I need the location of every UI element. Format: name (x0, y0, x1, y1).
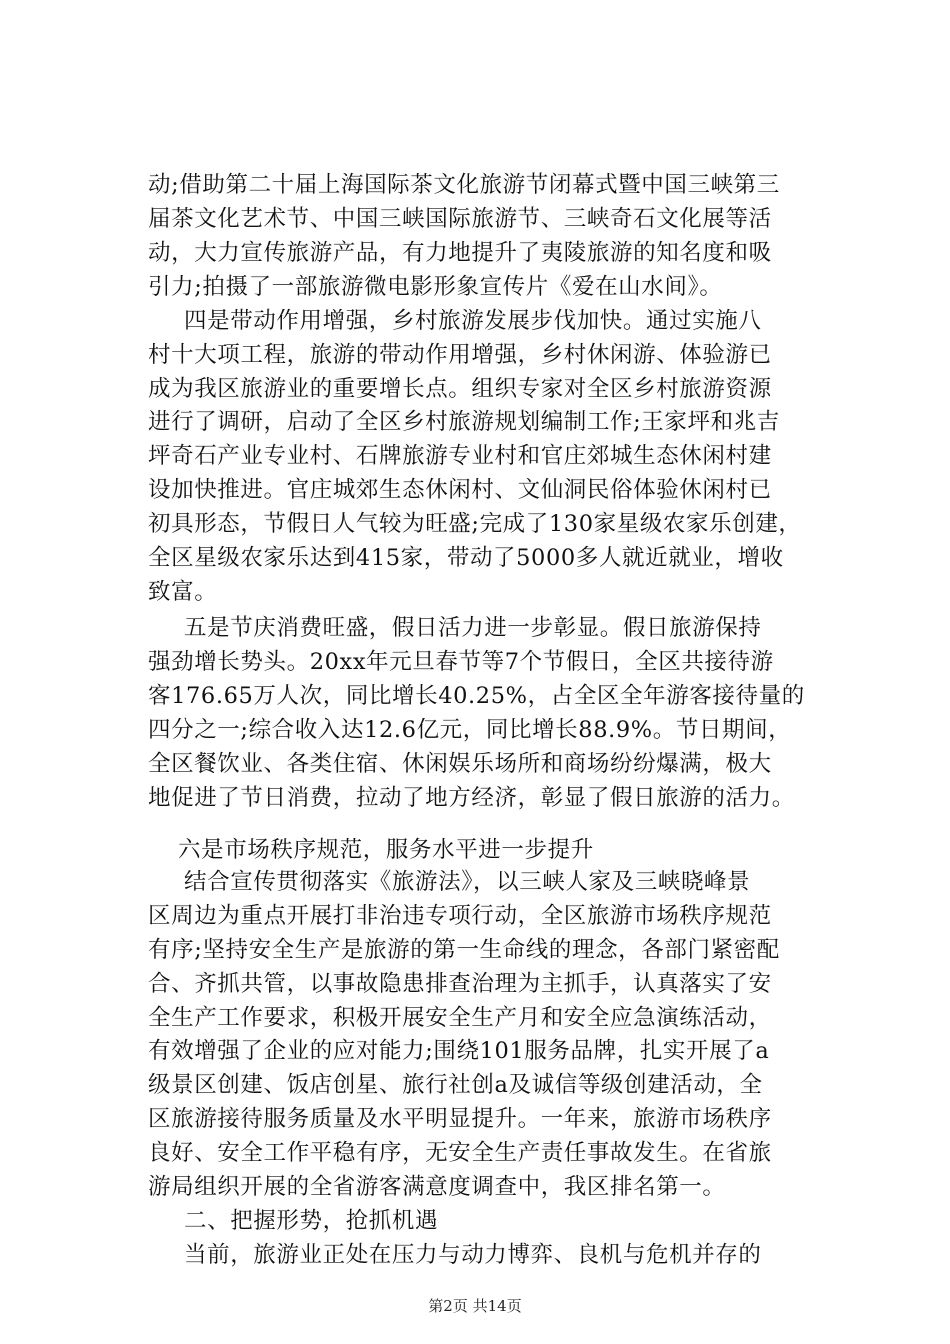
text-line: 六是市场秩序规范，服务水平进一步提升 (178, 837, 594, 863)
text-line: 坪奇石产业专业村、石牌旅游专业村和官庄郊城生态休闲村建 (148, 443, 772, 469)
text-line: 区周边为重点开展打非治违专项行动，全区旅游市场秩序规范 (148, 903, 772, 929)
text-line: 初具形态，节假日人气较为旺盛;完成了130家星级农家乐创建， (148, 511, 802, 537)
text-line: 强劲增长势头。20xx年元旦春节等7个节假日，全区共接待游 (148, 649, 774, 675)
text-line: 成为我区旅游业的重要增长点。组织专家对全区乡村旅游资源 (148, 376, 772, 402)
text-line: 区旅游接待服务质量及水平明显提升。一年来，旅游市场秩序 (148, 1106, 772, 1132)
text-line: 设加快推进。官庄城郊生态休闲村、文仙洞民俗体验休闲村已 (148, 477, 772, 503)
text-line: 致富。 (148, 579, 218, 605)
text-line: 合、齐抓共管，以事故隐患排查治理为主抓手，认真落实了安 (148, 971, 772, 997)
text-line: 全区星级农家乐达到415家，带动了5000多人就近就业，增收 (148, 545, 784, 571)
text-line: 地促进了节日消费，拉动了地方经济，彰显了假日旅游的活力。 (148, 785, 795, 811)
text-line: 良好、安全工作平稳有序，无安全生产责任事故发生。在省旅 (148, 1140, 772, 1166)
text-line: 当前，旅游业正处在压力与动力博弈、良机与危机并存的 (184, 1242, 762, 1268)
text-line: 四是带动作用增强，乡村旅游发展步伐加快。通过实施八 (184, 308, 762, 334)
text-line: 客176.65万人次，同比增长40.25%，占全区全年游客接待量的 (148, 683, 805, 709)
text-line: 全生产工作要求，积极开展安全生产月和安全应急演练活动， (148, 1005, 772, 1031)
text-line: 有效增强了企业的应对能力;围绕101服务品牌，扎实开展了a (148, 1038, 770, 1064)
text-line: 五是节庆消费旺盛，假日活力进一步彰显。假日旅游保持 (184, 615, 762, 641)
text-line: 进行了调研，启动了全区乡村旅游规划编制工作;王家坪和兆吉 (148, 409, 780, 435)
text-line: 四分之一;综合收入达12.6亿元，同比增长88.9%。节日期间， (148, 717, 792, 743)
text-line: 动，大力宣传旅游产品，有力地提升了夷陵旅游的知名度和吸 (148, 240, 772, 266)
text-line: 届茶文化艺术节、中国三峡国际旅游节、三峡奇石文化展等活 (148, 206, 772, 232)
page-footer: 第2页 共14页 (428, 1297, 522, 1315)
text-line: 村十大项工程，旅游的带动作用增强，乡村休闲游、体验游已 (148, 342, 772, 368)
text-line: 级景区创建、饭店创星、旅行社创a及诚信等级创建活动，全 (148, 1072, 763, 1098)
text-line: 动;借助第二十届上海国际茶文化旅游节闭幕式暨中国三峡第三 (148, 172, 780, 198)
text-line: 结合宣传贯彻落实《旅游法》，以三峡人家及三峡晓峰景 (184, 869, 751, 895)
text-line: 引力;拍摄了一部旅游微电影形象宣传片《爱在山水间》。 (148, 274, 723, 300)
text-line: 二、把握形势，抢抓机遇 (184, 1208, 439, 1234)
text-line: 全区餐饮业、各类住宿、休闲娱乐场所和商场纷纷爆满，极大 (148, 751, 772, 777)
text-line: 有序;坚持安全生产是旅游的第一生命线的理念，各部门紧密配 (148, 937, 780, 963)
text-line: 游局组织开展的全省游客满意度调查中，我区排名第一。 (148, 1174, 726, 1200)
